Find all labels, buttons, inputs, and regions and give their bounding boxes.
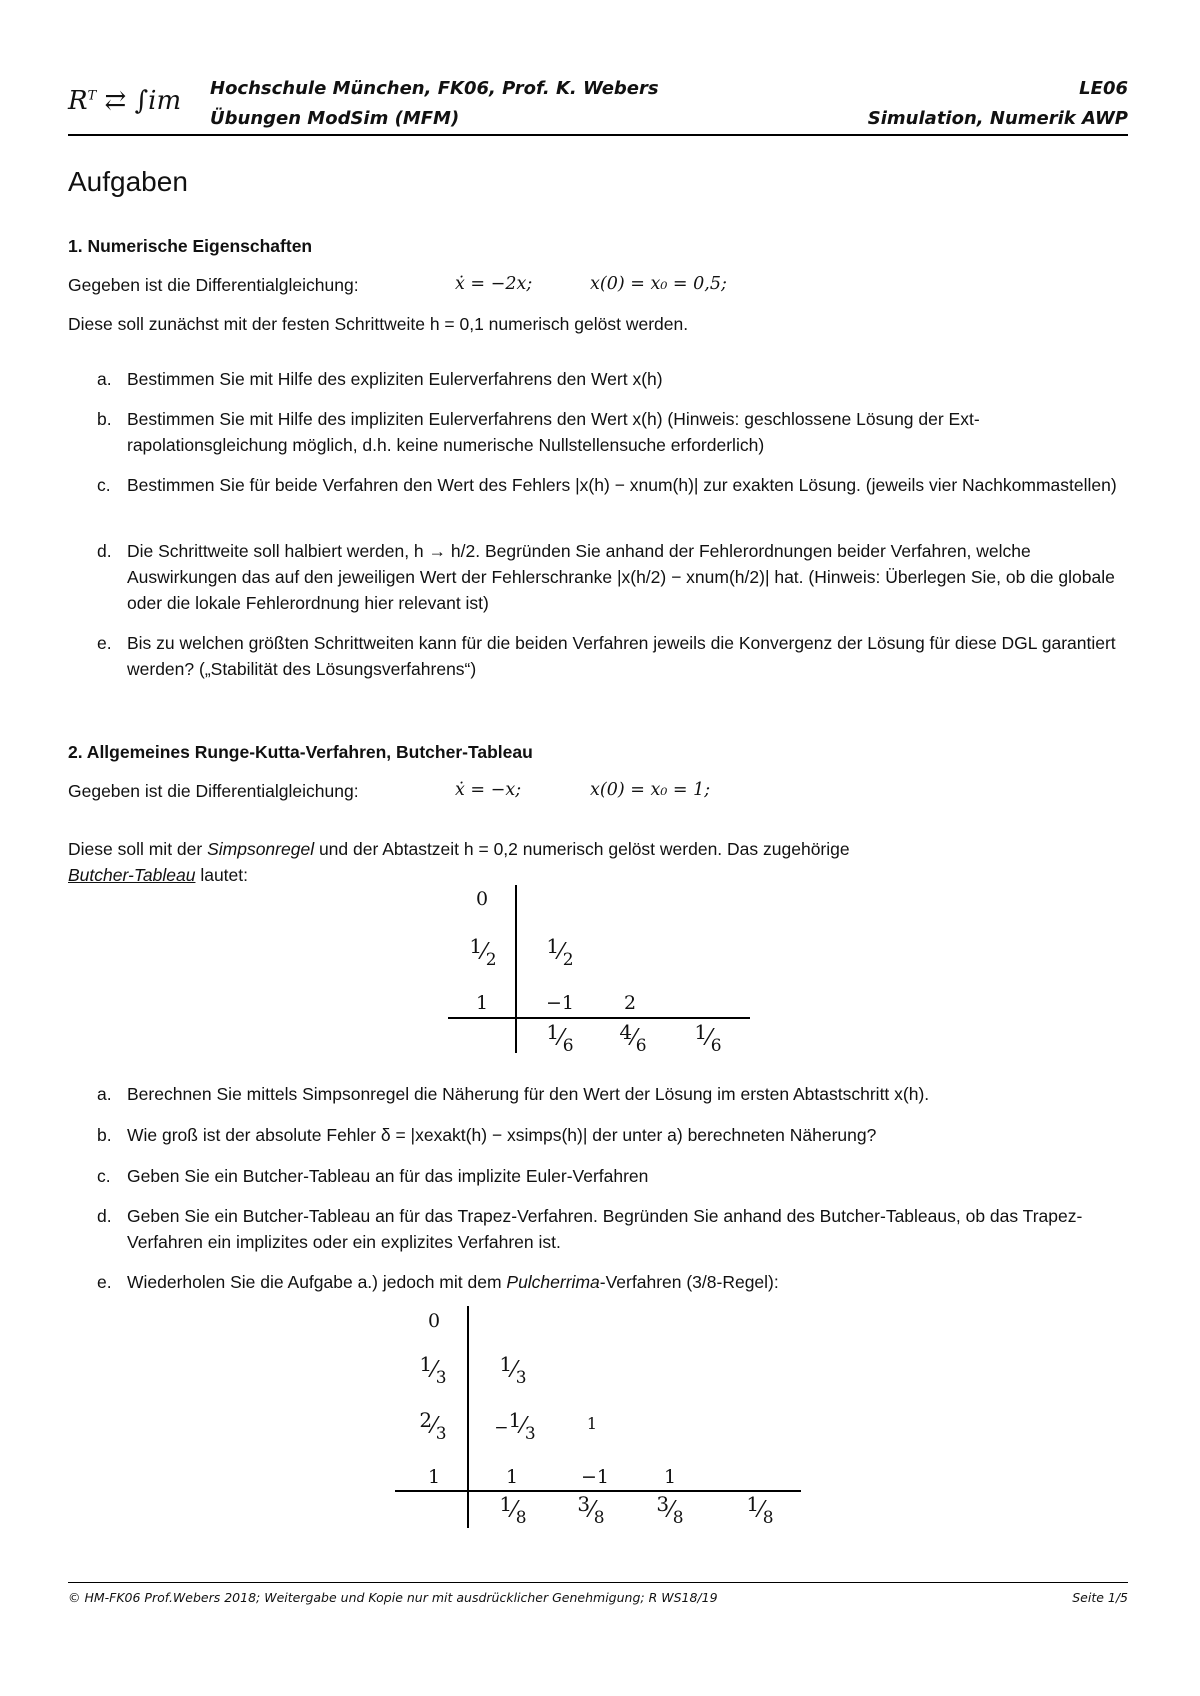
- tableau-cell: 1⁄3: [499, 1352, 527, 1388]
- tableau-cell: 1: [475, 992, 489, 1014]
- tableau-cell: −1: [580, 1466, 609, 1488]
- item-text: Bestimmen Sie für beide Verfahren den Wert des Fehlers |x(h) − xnum(h)| zur exakten Lösung. (jeweils vier Nachkommastellen): [127, 475, 1117, 495]
- page-title: Aufgaben: [68, 166, 188, 197]
- item-label: a.: [97, 1084, 112, 1104]
- item-label: d.: [97, 1206, 112, 1226]
- item-text: Berechnen Sie mittels Simpsonregel die Näherung für den Wert der Lösung im ersten Abtastschritt x(h).: [127, 1084, 930, 1104]
- intro-text-b: und der Abtastzeit h = 0,2 numerisch gelöst werden. Das zugehörige: [314, 839, 850, 859]
- tableau-cell: −1: [545, 992, 574, 1014]
- task1-given-label: Gegeben ist die Differentialgleichung:: [68, 275, 359, 295]
- item-label: b.: [97, 1125, 112, 1145]
- task2-item-b: [97, 1122, 1127, 1148]
- tableau-cell: 0: [427, 1310, 441, 1332]
- task1-item-e: [97, 630, 1127, 682]
- task1-heading: 1. Numerische Eigenschaften: [68, 236, 313, 256]
- footer-copyright: © HM-FK06 Prof.Webers 2018; Weitergabe und Kopie nur mit ausdrücklicher Genehmigung; R WS18/19: [68, 1590, 718, 1605]
- item-text-emphasis: Pulcherrima: [506, 1272, 600, 1292]
- tableau-cell: 1⁄2: [546, 934, 574, 970]
- tableau-cell: 2⁄3: [419, 1408, 447, 1444]
- tableau-cell: 0: [475, 888, 489, 910]
- task2-intro: [68, 836, 1128, 888]
- task1-intro: Diese soll zunächst mit der festen Schrittweite h = 0,1 numerisch gelöst werden.: [68, 314, 689, 334]
- tableau-cell: 2: [623, 992, 637, 1014]
- task1-item-b: [97, 406, 1127, 458]
- tableau-cell: 1: [663, 1466, 677, 1488]
- header-course: Übungen ModSim (MFM): [210, 108, 460, 129]
- item-label: a.: [97, 369, 112, 389]
- task2-heading: 2. Allgemeines Runge-Kutta-Verfahren, Butcher-Tableau: [68, 742, 533, 762]
- item-text: Wie groß ist der absolute Fehler δ = |xexakt(h) − xsimps(h)| der unter a) berechneten Näherung?: [127, 1125, 877, 1145]
- item-text: [127, 1269, 1127, 1295]
- task1-eq2: x(0) = x₀ = 0,5;: [590, 274, 727, 294]
- item-text: Bestimmen Sie mit Hilfe des impliziten Eulerverfahrens den Wert x(h) (Hinweis: geschlossene Lösung der Ext-rapolationsgleichung möglich, d.h. keine numerische Nullstellensuche erforderlich): [127, 409, 980, 455]
- task2-item-a: [97, 1081, 1127, 1107]
- tableau-weight: 3⁄8: [577, 1492, 605, 1528]
- task1-item-d: [97, 538, 1127, 616]
- task2-eq2: x(0) = x₀ = 1;: [590, 780, 711, 800]
- task2-item-c: [97, 1163, 1127, 1189]
- tableau-weight: 1⁄8: [746, 1492, 774, 1528]
- item-text: Bis zu welchen größten Schrittweiten kann für die beiden Verfahren jeweils die Konvergenz der Lösung für diese DGL garantiert werden? („Stabilität des Lösungsverfahrens“): [127, 633, 1116, 679]
- tableau-horizontal-line: [448, 1017, 750, 1019]
- tableau-vertical-line: [467, 1306, 469, 1528]
- item-text: Geben Sie ein Butcher-Tableau an für das Trapez-Verfahren. Begründen Sie anhand des Butcher-Tableaus, ob das Trapez-Verfahren ein implizites oder ein explizites Verfahren ist.: [127, 1206, 1083, 1252]
- logo: $R^T$ ⇄ ∫im: [68, 86, 182, 116]
- tableau-weight: 1⁄6: [694, 1020, 722, 1056]
- intro-text: Diese soll mit der: [68, 839, 208, 859]
- item-label: d.: [97, 541, 112, 561]
- tableau-cell: 1⁄3: [419, 1352, 447, 1388]
- task2-eq1: ẋ = −x;: [455, 780, 522, 800]
- tableau-vertical-line: [515, 885, 517, 1053]
- item-text-b: -Verfahren (3/8-Regel):: [599, 1272, 779, 1292]
- header-rule: [68, 134, 1128, 136]
- tableau-weight: 1⁄6: [546, 1020, 574, 1056]
- task1-item-a: [97, 366, 1127, 392]
- tableau-horizontal-line: [395, 1490, 801, 1492]
- footer-rule: [68, 1582, 1128, 1583]
- tableau-cell: −1⁄3: [494, 1408, 536, 1444]
- tableau-cell: 1: [505, 1466, 519, 1488]
- tableau-weight: 1⁄8: [499, 1492, 527, 1528]
- task1-item-c: [97, 472, 1127, 524]
- header-unit: LE06: [1079, 78, 1128, 99]
- item-label: c.: [97, 1166, 111, 1186]
- item-text: Bestimmen Sie mit Hilfe des expliziten Eulerverfahrens den Wert x(h): [127, 369, 663, 389]
- header-topic: Simulation, Numerik AWP: [867, 108, 1128, 129]
- item-label: b.: [97, 409, 112, 429]
- tableau-cell: 1: [427, 1466, 441, 1488]
- intro-emphasis: Simpsonregel: [207, 839, 315, 859]
- tableau-cell: 1: [586, 1414, 598, 1433]
- item-text: Geben Sie ein Butcher-Tableau an für das implizite Euler-Verfahren: [127, 1166, 649, 1186]
- task2-given-label: Gegeben ist die Differentialgleichung:: [68, 781, 359, 801]
- footer-page-number: Seite 1/5: [1072, 1590, 1128, 1605]
- butcher-tableau-link[interactable]: Butcher-Tableau: [68, 865, 196, 885]
- item-text-a: Wiederholen Sie die Aufgabe a.) jedoch mit dem: [127, 1272, 507, 1292]
- task1-eq1: ẋ = −2x;: [455, 274, 533, 294]
- task2-item-e: [97, 1269, 1127, 1295]
- task2-item-d: [97, 1203, 1127, 1255]
- item-label: e.: [97, 1272, 112, 1292]
- tableau-weight: 4⁄6: [619, 1020, 647, 1056]
- item-label: c.: [97, 475, 111, 495]
- tableau-weight: 3⁄8: [656, 1492, 684, 1528]
- item-text: Die Schrittweite soll halbiert werden, h → h/2. Begründen Sie anhand der Fehlerordnungen beider Verfahren, welche Auswirkungen das auf den jeweiligen Wert der Fehlerschranke |x(h/2) − xnum(h/2)| hat. (Hinweis: Überlegen Sie, ob die globale oder die lokale Fehlerordnung hier relevant ist): [127, 541, 1115, 613]
- header-institution: Hochschule München, FK06, Prof. K. Webers: [210, 78, 659, 99]
- item-label: e.: [97, 633, 112, 653]
- intro-text-c: lautet:: [195, 865, 249, 885]
- tableau-cell: 1⁄2: [469, 934, 497, 970]
